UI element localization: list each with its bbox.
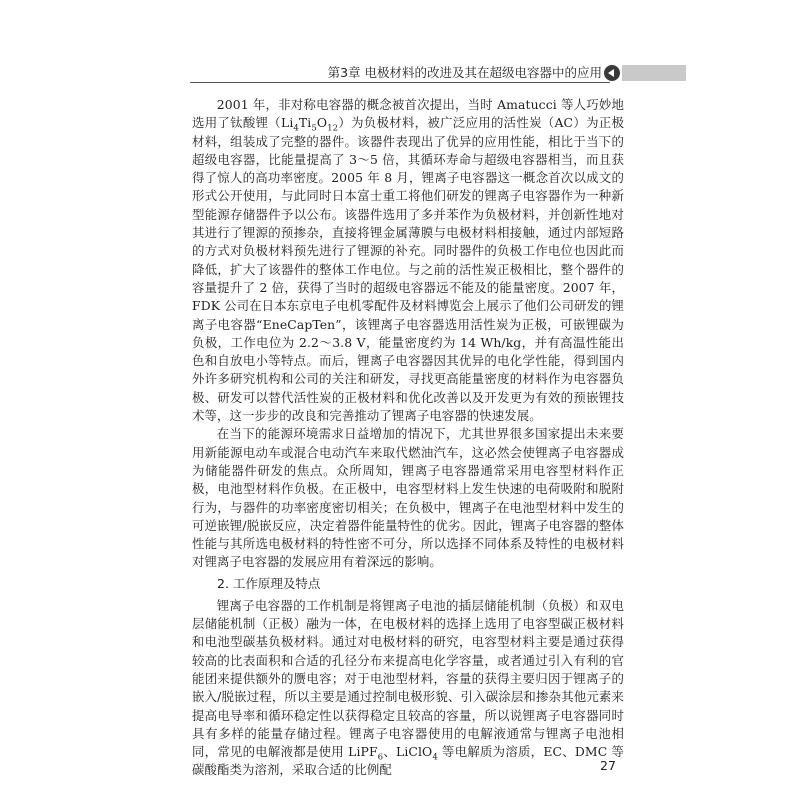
running-header bbox=[190, 64, 686, 83]
chapter-title: 第3章 电极材料的改进及其在超级电容器中的应用 bbox=[327, 65, 602, 80]
header-gray-bar bbox=[622, 65, 686, 81]
paragraph-energy-demand: 在当下的能源环境需求日益增加的情况下，尤其世界很多国家提出未来要用新能源电动车或混合电动汽车来取代燃油汽车，这必然会使锂离子电容器成为储能器件研发的焦点。众所周知，锂离子电容器通常采用电容型材料作正极，电池型材料作负极。在正极中，电容型材料上发生快速的电荷吸附和脱附行为，与器件的功率密度密切相关；在负极中，锂离子在电池型材料中发生的可逆嵌锂/脱嵌反应，决定着器件能量特性的优劣。因此，锂离子电容器的整体性能与其所选电极材料的特性密不可分，所以选择不同体系及特性的电极材料对锂离子电容器的发展应用有着深远的影响。 bbox=[192, 426, 624, 570]
left-arrow-circle-icon bbox=[604, 65, 620, 81]
paragraph-history: 2001 年，非对称电容器的概念被首次提出，当时 Amatucci 等人巧妙地选用了钛酸锂$(Li_4Ti_5O_{12})$为负极材料，被广泛应用的活性炭（AC）为正极材料，组装成了完整的器件。该器件表现出了优异的应用性能，相比于当下的超级电容器，比能量提高了 3～5 倍，其循环寿命与超级电容器相当，而且获得了惊人的高功率密度。2005 年 8 月，锂离子电容器这一概念首次以成文的形式公开使用，与此同时日本富士重工将他们研发的锂离子电容器作为一种新型能源存储器件予以公布。该器件选用了多并苯作为负极材料，并创新性地对其进行了锂源的预掺杂，直接将锂金属薄膜与电极材料相接触，通过内部短路的方式对负极材料预先进行了锂源的补充。同时器件的负极工作电位也因此而降低，扩大了该器件的整体工作电位。与之前的活性炭正极相比，整个器件的容量提升了 2 倍，获得了当时的超级电容器远不能及的能量密度。2007 年，FDK 公司在日本东京电子电机零配件及材料博览会上展示了他们公司研发的锂离子电容器“EneCapTen”，该锂离子电容器选用活性炭为正极，可嵌锂碳为负极，工作电位为 2.2～3.8 V，能量密度约为 14 Wh/kg，并有高温性能出色和自放电小等特点。而后，锂离子电容器因其优异的电化学性能，得到国内外许多研究机构和公司的关注和研发，寻找更高能量密度的材料作为电容器负极、研发可以替代活性炭的正极材料和优化改善以及开发更为有效的预嵌锂技术等，这一步步的改良和完善推动了锂离子电容器的快速发展。 bbox=[192, 97, 624, 424]
page-number: 27 bbox=[600, 758, 616, 773]
section-heading: 2. 工作原理及特点 bbox=[217, 575, 321, 591]
body-text bbox=[192, 96, 624, 780]
paragraph-working-principle: 锂离子电容器的工作机制是将锂离子电池的插层储能机制（负极）和双电层储能机制（正极）融为一体，在电极材料的选择上选用了电容型碳正极材料和电池型碳基负极材料。通过对电极材料的研究，电容型材料主要是通过获得较高的比表面积和合适的孔径分布来提高电化学容量，或者通过引入有利的官能团来提供额外的赝电容；对于电池型材料，容量的获得主要归因于锂离子的嵌入/脱嵌过程，所以主要是通过控制电极形貌、引入碳涂层和掺杂其他元素来提高电导率和循环稳定性以获得稳定且较高的容量，所以说锂离子电容器同时具有多样的能量存储过程。锂离子电容器使用的电解液通常与锂离子电池相同，常见的电解液都是使用 LiPF$_6$、LiClO$_4$ 等电解质为溶质，EC、DMC 等碳酸酯类为溶剂，采取合适的比例配 bbox=[192, 597, 624, 778]
header-rule bbox=[190, 82, 610, 83]
